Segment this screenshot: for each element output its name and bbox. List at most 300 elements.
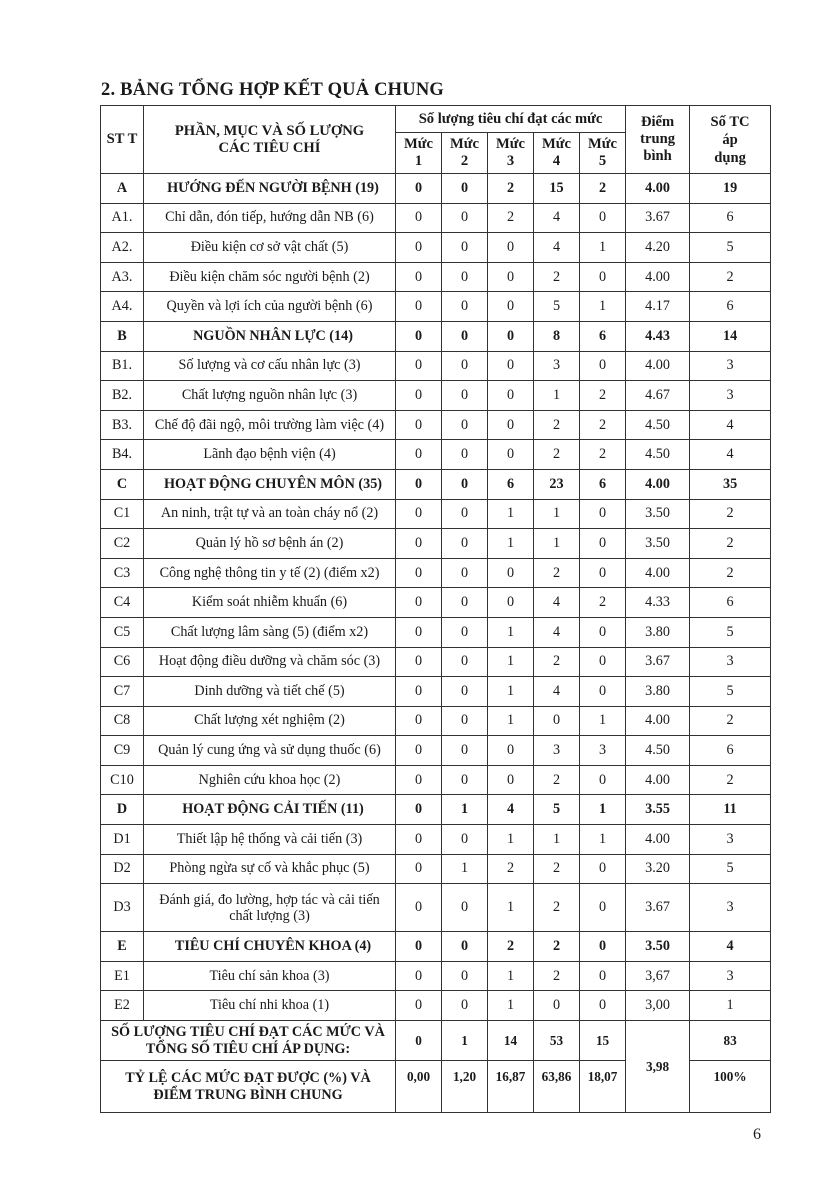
row-stt: C7 [101, 677, 144, 707]
section-row [101, 932, 771, 962]
row-level-2: 0 [442, 991, 488, 1021]
row-name: Quản lý cung ứng và sử dụng thuốc (6) [144, 736, 396, 766]
row-applied: 2 [690, 558, 771, 588]
table-body [101, 174, 771, 1021]
table-row [101, 410, 771, 440]
row-level-2: 0 [442, 499, 488, 529]
row-avg: 4.00 [626, 765, 690, 795]
table-row [101, 825, 771, 855]
row-level-1: 0 [396, 647, 442, 677]
row-level-5: 0 [580, 677, 626, 707]
row-level-2: 0 [442, 233, 488, 263]
row-avg: 4.00 [626, 262, 690, 292]
row-name: HOẠT ĐỘNG CHUYÊN MÔN (35) [144, 469, 396, 499]
row-name: Công nghệ thông tin y tế (2) (điểm x2) [144, 558, 396, 588]
row-applied: 11 [690, 795, 771, 825]
row-name: Điều kiện chăm sóc người bệnh (2) [144, 262, 396, 292]
row-level-5: 6 [580, 469, 626, 499]
row-level-3: 1 [488, 647, 534, 677]
table-row [101, 706, 771, 736]
row-applied: 5 [690, 617, 771, 647]
row-level-1: 0 [396, 884, 442, 932]
row-level-2: 1 [442, 854, 488, 884]
row-level-1: 0 [396, 736, 442, 766]
row-level-4: 1 [534, 825, 580, 855]
row-level-5: 3 [580, 736, 626, 766]
row-level-3: 2 [488, 174, 534, 204]
row-level-3: 0 [488, 351, 534, 381]
section-row [101, 321, 771, 351]
row-level-1: 0 [396, 410, 442, 440]
table-row [101, 854, 771, 884]
row-applied: 5 [690, 677, 771, 707]
row-applied: 5 [690, 233, 771, 263]
row-name: Tiêu chí sản khoa (3) [144, 961, 396, 991]
row-stt: E2 [101, 991, 144, 1021]
row-level-2: 0 [442, 765, 488, 795]
row-applied: 6 [690, 203, 771, 233]
table-row [101, 961, 771, 991]
row-level-4: 15 [534, 174, 580, 204]
row-level-1: 0 [396, 292, 442, 322]
table-row [101, 617, 771, 647]
row-level-5: 1 [580, 233, 626, 263]
table-row [101, 558, 771, 588]
row-level-4: 2 [534, 647, 580, 677]
header-name: PHẦN, MỤC VÀ SỐ LƯỢNG CÁC TIÊU CHÍ [144, 106, 396, 174]
row-level-5: 0 [580, 884, 626, 932]
row-applied: 6 [690, 588, 771, 618]
row-level-3: 0 [488, 321, 534, 351]
row-avg: 4.50 [626, 410, 690, 440]
row-level-2: 0 [442, 174, 488, 204]
header-applied: Số TC áp dụng [690, 106, 771, 174]
row-stt: C [101, 469, 144, 499]
table-row [101, 292, 771, 322]
row-stt: D3 [101, 884, 144, 932]
summary-count-level-5: 15 [580, 1021, 626, 1061]
row-level-2: 0 [442, 736, 488, 766]
row-level-5: 2 [580, 588, 626, 618]
row-level-4: 2 [534, 884, 580, 932]
row-stt: C1 [101, 499, 144, 529]
table-row [101, 677, 771, 707]
row-stt: A [101, 174, 144, 204]
row-level-1: 0 [396, 617, 442, 647]
header-level-5: Mức 5 [580, 133, 626, 174]
row-level-2: 0 [442, 203, 488, 233]
row-level-2: 0 [442, 469, 488, 499]
row-level-4: 3 [534, 736, 580, 766]
row-level-4: 8 [534, 321, 580, 351]
row-level-4: 5 [534, 795, 580, 825]
row-name: Dinh dưỡng và tiết chế (5) [144, 677, 396, 707]
table-row [101, 588, 771, 618]
row-level-5: 1 [580, 292, 626, 322]
row-level-1: 0 [396, 825, 442, 855]
header-avg: Điểm trung bình [626, 106, 690, 174]
table-row [101, 203, 771, 233]
row-level-2: 0 [442, 588, 488, 618]
row-name: Đánh giá, đo lường, hợp tác và cải tiến chất lượng (3) [144, 884, 396, 932]
results-table [100, 105, 771, 1113]
row-name: Hoạt động điều dưỡng và chăm sóc (3) [144, 647, 396, 677]
row-level-1: 0 [396, 381, 442, 411]
row-level-2: 1 [442, 795, 488, 825]
summary-ratio-level-4: 63,86 [534, 1061, 580, 1113]
row-applied: 3 [690, 884, 771, 932]
row-level-3: 0 [488, 440, 534, 470]
row-stt: D [101, 795, 144, 825]
row-level-5: 0 [580, 351, 626, 381]
row-level-3: 1 [488, 884, 534, 932]
row-avg: 3.67 [626, 203, 690, 233]
row-level-3: 1 [488, 961, 534, 991]
row-applied: 5 [690, 854, 771, 884]
row-name: Chất lượng lâm sàng (5) (điểm x2) [144, 617, 396, 647]
row-level-3: 0 [488, 381, 534, 411]
row-level-5: 0 [580, 961, 626, 991]
section-row [101, 174, 771, 204]
row-applied: 3 [690, 825, 771, 855]
row-level-2: 0 [442, 410, 488, 440]
row-applied: 4 [690, 932, 771, 962]
row-level-3: 1 [488, 529, 534, 559]
row-stt: C2 [101, 529, 144, 559]
row-stt: B2. [101, 381, 144, 411]
header-level-3: Mức 3 [488, 133, 534, 174]
summary-ratio-total: 100% [690, 1061, 771, 1113]
row-applied: 2 [690, 529, 771, 559]
table-row [101, 529, 771, 559]
row-level-2: 0 [442, 529, 488, 559]
row-level-5: 0 [580, 262, 626, 292]
summary-ratio-level-2: 1,20 [442, 1061, 488, 1113]
row-stt: B1. [101, 351, 144, 381]
row-level-2: 0 [442, 932, 488, 962]
row-level-2: 0 [442, 617, 488, 647]
row-level-4: 4 [534, 588, 580, 618]
row-level-2: 0 [442, 351, 488, 381]
row-level-5: 0 [580, 991, 626, 1021]
row-stt: D1 [101, 825, 144, 855]
row-level-1: 0 [396, 677, 442, 707]
row-avg: 4.33 [626, 588, 690, 618]
summary-ratio-level-3: 16,87 [488, 1061, 534, 1113]
row-level-3: 0 [488, 558, 534, 588]
row-level-3: 1 [488, 617, 534, 647]
summary-ratio-level-1: 0,00 [396, 1061, 442, 1113]
row-avg: 3.67 [626, 884, 690, 932]
row-avg: 4.00 [626, 706, 690, 736]
row-stt: C10 [101, 765, 144, 795]
row-name: Điều kiện cơ sở vật chất (5) [144, 233, 396, 263]
row-level-1: 0 [396, 588, 442, 618]
row-avg: 3.80 [626, 677, 690, 707]
row-level-5: 0 [580, 932, 626, 962]
row-avg: 4.67 [626, 381, 690, 411]
row-avg: 4.00 [626, 825, 690, 855]
summary-count-level-2: 1 [442, 1021, 488, 1061]
row-stt: B4. [101, 440, 144, 470]
header-level-1: Mức 1 [396, 133, 442, 174]
row-level-1: 0 [396, 529, 442, 559]
section-row [101, 795, 771, 825]
row-applied: 3 [690, 351, 771, 381]
row-level-2: 0 [442, 884, 488, 932]
summary-ratio-level-5: 18,07 [580, 1061, 626, 1113]
row-level-2: 0 [442, 961, 488, 991]
summary-count-level-3: 14 [488, 1021, 534, 1061]
row-name: Chỉ dẫn, đón tiếp, hướng dẫn NB (6) [144, 203, 396, 233]
row-avg: 3.20 [626, 854, 690, 884]
row-avg: 3,67 [626, 961, 690, 991]
row-level-2: 0 [442, 440, 488, 470]
row-applied: 3 [690, 381, 771, 411]
row-level-5: 2 [580, 410, 626, 440]
row-level-4: 2 [534, 262, 580, 292]
row-level-4: 0 [534, 991, 580, 1021]
row-name: Số lượng và cơ cấu nhân lực (3) [144, 351, 396, 381]
row-applied: 35 [690, 469, 771, 499]
row-level-1: 0 [396, 499, 442, 529]
row-level-1: 0 [396, 262, 442, 292]
row-avg: 3.67 [626, 647, 690, 677]
row-stt: A4. [101, 292, 144, 322]
row-applied: 2 [690, 499, 771, 529]
row-stt: C3 [101, 558, 144, 588]
header-level-2: Mức 2 [442, 133, 488, 174]
row-name: NGUỒN NHÂN LỰC (14) [144, 321, 396, 351]
row-name: Quyền và lợi ích của người bệnh (6) [144, 292, 396, 322]
table-row [101, 884, 771, 932]
row-stt: C4 [101, 588, 144, 618]
summary-avg-overall: 3,98 [626, 1021, 690, 1113]
row-level-3: 1 [488, 706, 534, 736]
row-name: TIÊU CHÍ CHUYÊN KHOA (4) [144, 932, 396, 962]
row-level-1: 0 [396, 765, 442, 795]
row-level-4: 1 [534, 381, 580, 411]
row-level-4: 2 [534, 440, 580, 470]
table-row [101, 440, 771, 470]
row-avg: 3.50 [626, 529, 690, 559]
row-level-4: 2 [534, 932, 580, 962]
row-stt: B [101, 321, 144, 351]
row-level-3: 0 [488, 410, 534, 440]
row-level-1: 0 [396, 991, 442, 1021]
row-level-3: 1 [488, 677, 534, 707]
row-avg: 3.50 [626, 932, 690, 962]
row-level-1: 0 [396, 558, 442, 588]
summary-count-total: 83 [690, 1021, 771, 1061]
row-level-5: 2 [580, 174, 626, 204]
summary-ratio-label: TỶ LỆ CÁC MỨC ĐẠT ĐƯỢC (%) VÀ ĐIỂM TRUNG BÌNH CHUNG [101, 1061, 396, 1113]
row-avg: 4.17 [626, 292, 690, 322]
row-level-2: 0 [442, 825, 488, 855]
row-applied: 3 [690, 647, 771, 677]
table-row [101, 262, 771, 292]
row-level-4: 1 [534, 529, 580, 559]
table-row [101, 991, 771, 1021]
section-row [101, 469, 771, 499]
row-level-1: 0 [396, 854, 442, 884]
row-applied: 4 [690, 440, 771, 470]
row-level-2: 0 [442, 647, 488, 677]
row-level-1: 0 [396, 174, 442, 204]
row-name: Nghiên cứu khoa học (2) [144, 765, 396, 795]
row-level-3: 0 [488, 233, 534, 263]
row-level-3: 0 [488, 262, 534, 292]
row-level-4: 4 [534, 677, 580, 707]
row-level-2: 0 [442, 262, 488, 292]
row-level-1: 0 [396, 469, 442, 499]
row-name: Chất lượng nguồn nhân lực (3) [144, 381, 396, 411]
page-number: 6 [753, 1126, 761, 1143]
row-level-2: 0 [442, 558, 488, 588]
row-level-2: 0 [442, 381, 488, 411]
row-level-1: 0 [396, 795, 442, 825]
row-avg: 4.20 [626, 233, 690, 263]
row-level-3: 2 [488, 203, 534, 233]
row-level-3: 0 [488, 736, 534, 766]
row-level-1: 0 [396, 203, 442, 233]
row-level-1: 0 [396, 706, 442, 736]
row-name: Quản lý hồ sơ bệnh án (2) [144, 529, 396, 559]
row-level-1: 0 [396, 961, 442, 991]
row-avg: 3,00 [626, 991, 690, 1021]
row-level-4: 23 [534, 469, 580, 499]
row-avg: 4.00 [626, 351, 690, 381]
row-stt: A2. [101, 233, 144, 263]
row-level-4: 4 [534, 617, 580, 647]
row-avg: 4.00 [626, 469, 690, 499]
row-avg: 3.50 [626, 499, 690, 529]
row-stt: C8 [101, 706, 144, 736]
row-level-4: 4 [534, 233, 580, 263]
row-level-5: 2 [580, 440, 626, 470]
table-row [101, 647, 771, 677]
row-stt: C9 [101, 736, 144, 766]
summary-count-level-4: 53 [534, 1021, 580, 1061]
row-level-4: 4 [534, 203, 580, 233]
row-avg: 4.50 [626, 736, 690, 766]
row-level-2: 0 [442, 706, 488, 736]
row-level-4: 5 [534, 292, 580, 322]
row-level-4: 2 [534, 854, 580, 884]
row-avg: 3.80 [626, 617, 690, 647]
row-level-3: 0 [488, 292, 534, 322]
row-applied: 2 [690, 706, 771, 736]
row-stt: B3. [101, 410, 144, 440]
header-levels-group: Số lượng tiêu chí đạt các mức [396, 106, 626, 133]
row-name: Phòng ngừa sự cố và khắc phục (5) [144, 854, 396, 884]
row-name: Lãnh đạo bệnh viện (4) [144, 440, 396, 470]
row-level-3: 2 [488, 854, 534, 884]
row-level-5: 0 [580, 499, 626, 529]
row-stt: C5 [101, 617, 144, 647]
row-level-4: 0 [534, 706, 580, 736]
summary-count-level-1: 0 [396, 1021, 442, 1061]
row-stt: D2 [101, 854, 144, 884]
row-avg: 4.00 [626, 558, 690, 588]
row-name: Tiêu chí nhi khoa (1) [144, 991, 396, 1021]
row-name: Chế độ đãi ngộ, môi trường làm việc (4) [144, 410, 396, 440]
row-applied: 4 [690, 410, 771, 440]
row-applied: 1 [690, 991, 771, 1021]
row-level-4: 2 [534, 765, 580, 795]
row-applied: 6 [690, 292, 771, 322]
table-row [101, 499, 771, 529]
row-level-5: 0 [580, 529, 626, 559]
row-stt: A1. [101, 203, 144, 233]
row-level-4: 2 [534, 410, 580, 440]
summary-count-label: SỐ LƯỢNG TIÊU CHÍ ĐẠT CÁC MỨC VÀ TỔNG SỐ TIÊU CHÍ ÁP DỤNG: [101, 1021, 396, 1061]
table-row [101, 381, 771, 411]
row-name: Chất lượng xét nghiệm (2) [144, 706, 396, 736]
row-stt: E [101, 932, 144, 962]
row-level-4: 3 [534, 351, 580, 381]
header-stt: ST T [101, 106, 144, 174]
table-row [101, 736, 771, 766]
row-level-5: 0 [580, 647, 626, 677]
row-level-5: 0 [580, 617, 626, 647]
row-stt: A3. [101, 262, 144, 292]
row-applied: 6 [690, 736, 771, 766]
row-avg: 4.00 [626, 174, 690, 204]
table-row [101, 233, 771, 263]
row-applied: 19 [690, 174, 771, 204]
row-level-5: 0 [580, 765, 626, 795]
row-level-3: 1 [488, 991, 534, 1021]
row-level-5: 1 [580, 825, 626, 855]
row-applied: 2 [690, 262, 771, 292]
header-level-4: Mức 4 [534, 133, 580, 174]
row-applied: 2 [690, 765, 771, 795]
row-level-1: 0 [396, 321, 442, 351]
row-level-4: 1 [534, 499, 580, 529]
row-level-2: 0 [442, 321, 488, 351]
row-level-1: 0 [396, 233, 442, 263]
row-level-5: 0 [580, 203, 626, 233]
row-level-3: 1 [488, 499, 534, 529]
row-level-5: 6 [580, 321, 626, 351]
row-level-3: 0 [488, 765, 534, 795]
row-name: Thiết lập hệ thống và cải tiến (3) [144, 825, 396, 855]
row-applied: 14 [690, 321, 771, 351]
row-level-3: 0 [488, 588, 534, 618]
row-level-5: 0 [580, 558, 626, 588]
row-level-5: 2 [580, 381, 626, 411]
row-avg: 3.55 [626, 795, 690, 825]
row-level-5: 1 [580, 795, 626, 825]
table-row [101, 351, 771, 381]
row-level-1: 0 [396, 440, 442, 470]
row-name: An ninh, trật tự và an toàn cháy nổ (2) [144, 499, 396, 529]
row-level-2: 0 [442, 292, 488, 322]
table-row [101, 765, 771, 795]
row-level-2: 0 [442, 677, 488, 707]
row-name: HƯỚNG ĐẾN NGƯỜI BỆNH (19) [144, 174, 396, 204]
row-level-3: 4 [488, 795, 534, 825]
row-avg: 4.43 [626, 321, 690, 351]
row-level-3: 2 [488, 932, 534, 962]
row-applied: 3 [690, 961, 771, 991]
row-level-3: 6 [488, 469, 534, 499]
row-level-4: 2 [534, 558, 580, 588]
row-level-4: 2 [534, 961, 580, 991]
row-name: HOẠT ĐỘNG CẢI TIẾN (11) [144, 795, 396, 825]
row-level-5: 0 [580, 854, 626, 884]
